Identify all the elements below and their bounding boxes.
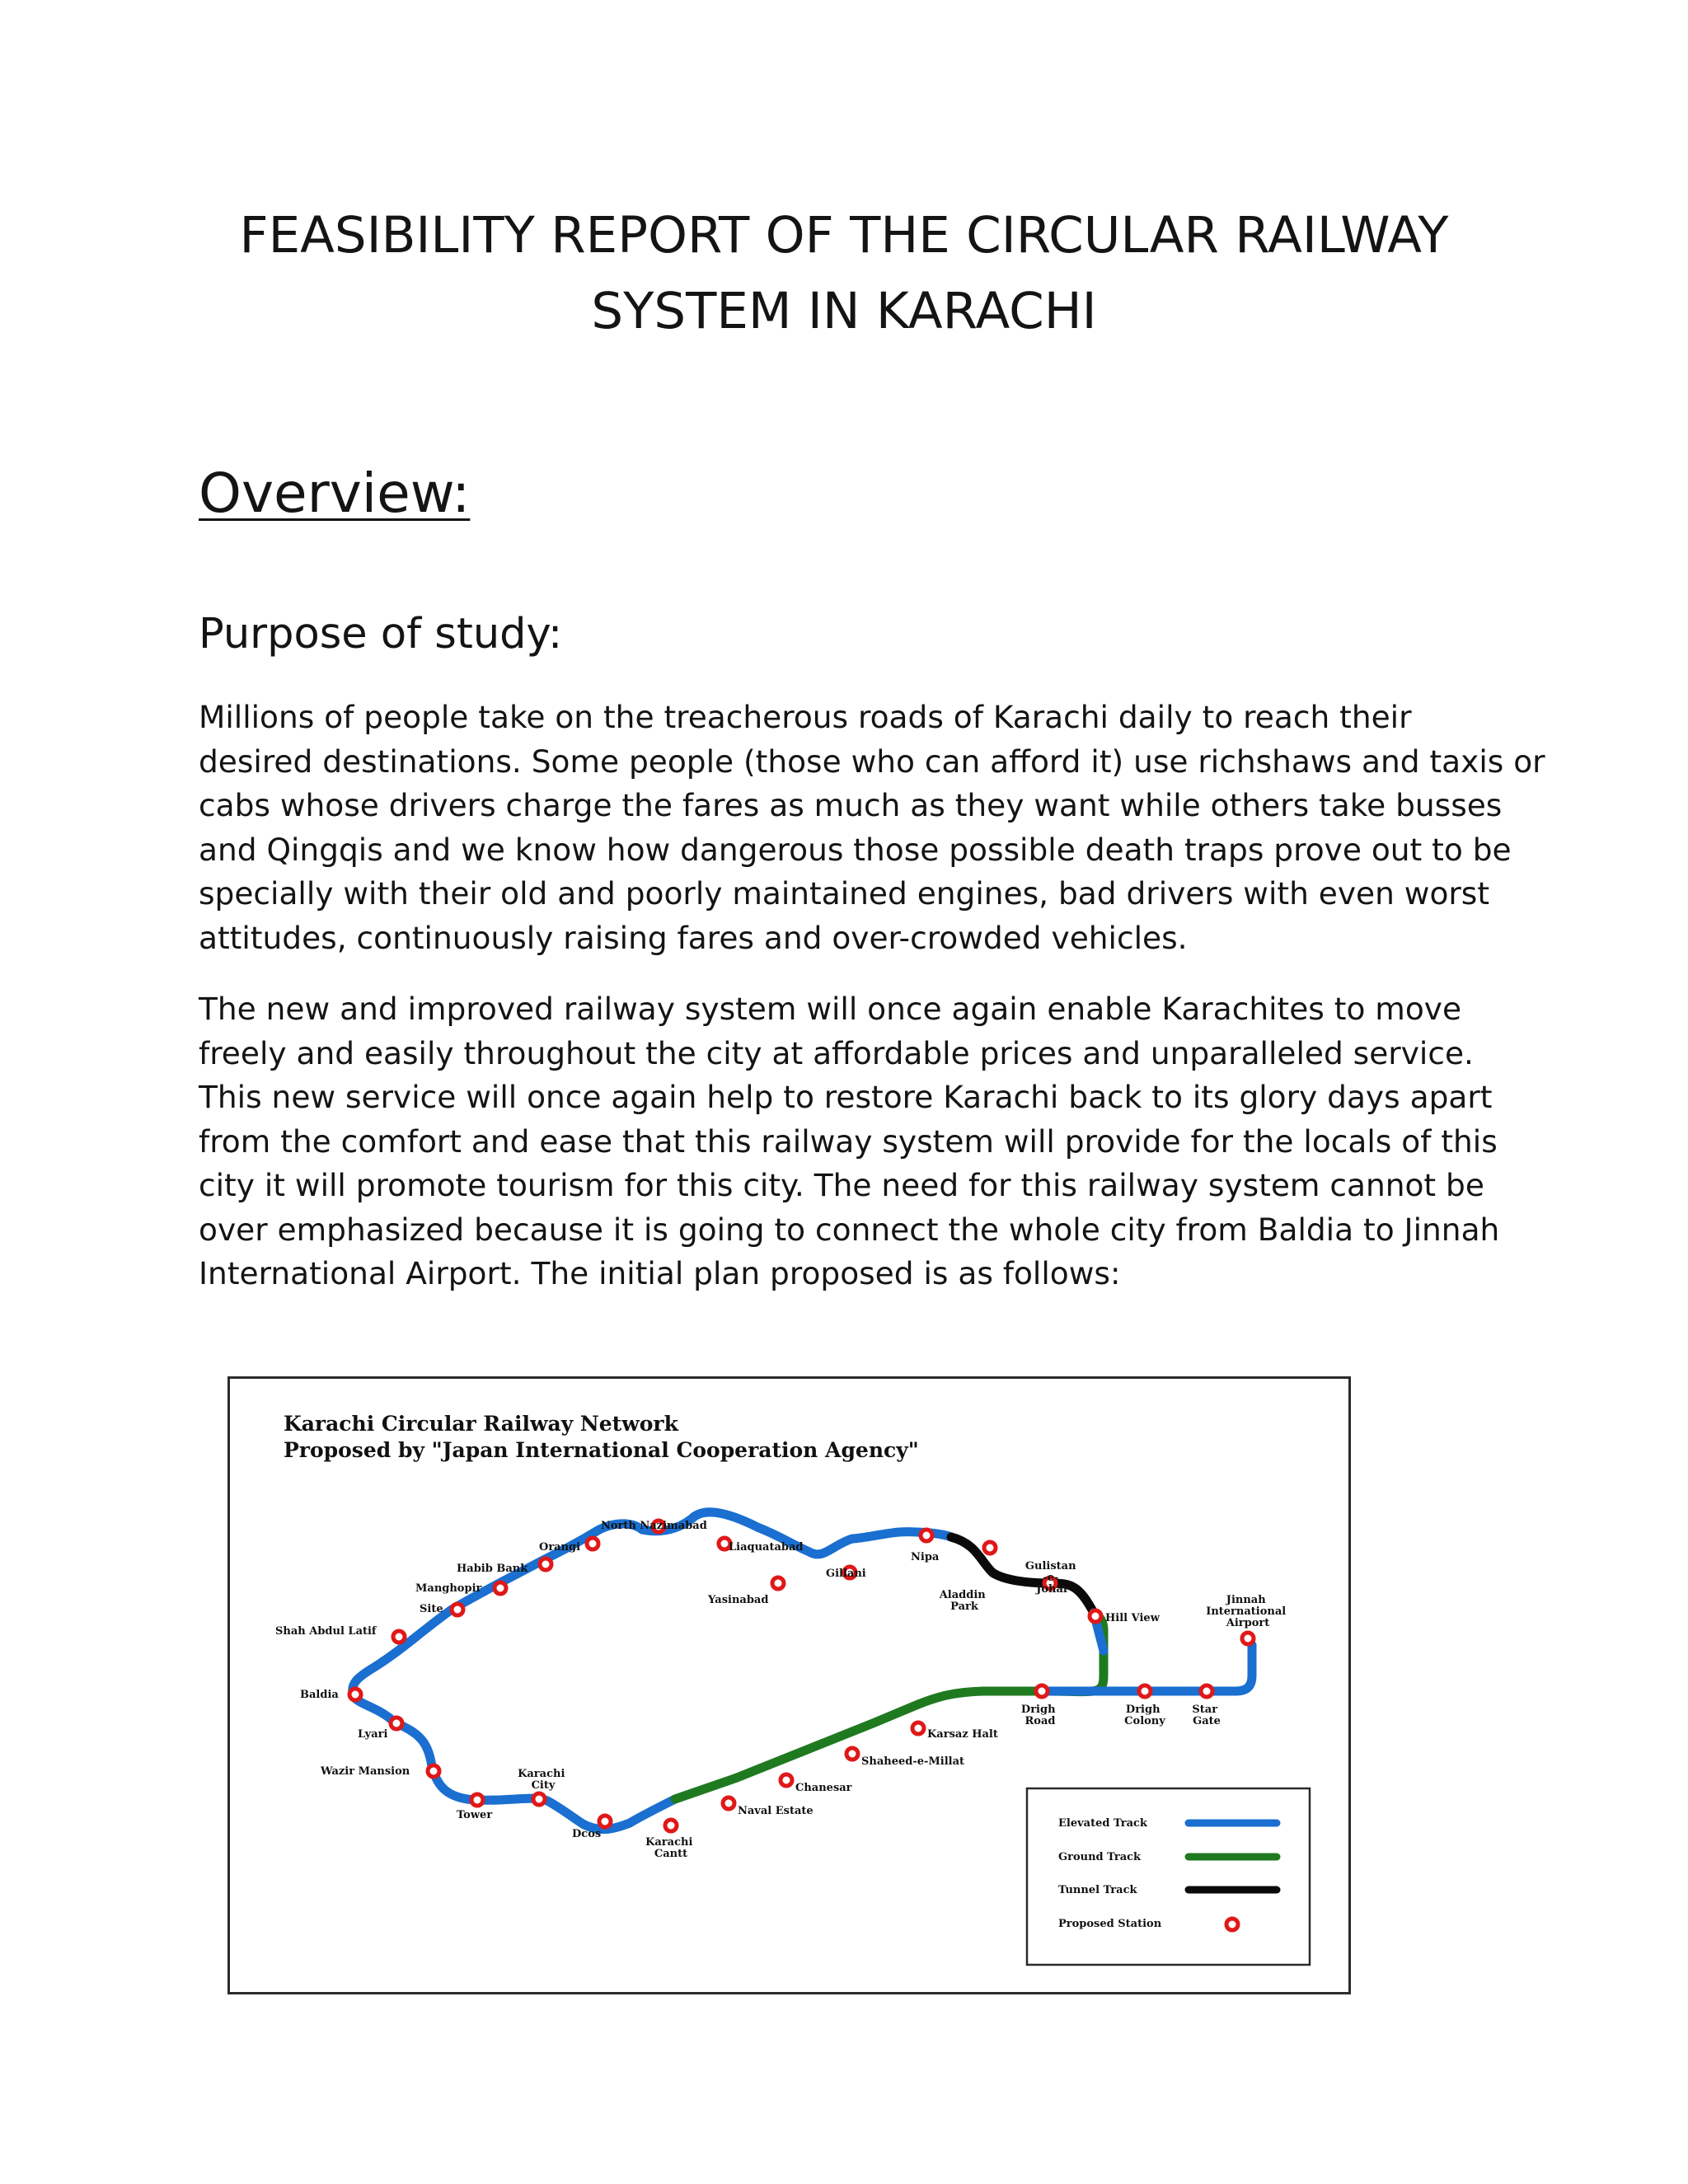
station-karachi-cantt — [665, 1820, 677, 1831]
station-tower — [471, 1794, 483, 1806]
label-gillani: Gillani — [826, 1568, 866, 1580]
map-subtitle: Proposed by "Japan International Cooperation Agency" — [284, 1438, 919, 1462]
elevated-track-east — [1046, 1613, 1252, 1691]
station-drigh-colony — [1139, 1685, 1151, 1697]
station-aladdin-park — [984, 1542, 996, 1554]
paragraph-line: desired destinations. Some people (those who can afford it) use richshaws and taxis or — [199, 743, 1545, 780]
label-manghopir: Manghopir — [415, 1582, 482, 1595]
title-line-2: SYSTEM IN KARACHI — [591, 282, 1097, 340]
label-wazir-mansion: Wazir Mansion — [321, 1765, 410, 1778]
label-drigh-road: Drigh Road — [1020, 1704, 1056, 1727]
station-site — [452, 1604, 463, 1615]
label-karachi-city: Karachi City — [518, 1768, 565, 1792]
label-baldia: Baldia — [300, 1689, 339, 1701]
map-title: Karachi Circular Railway Network — [284, 1412, 678, 1436]
label-site: Site — [420, 1603, 443, 1615]
label-lyari: Lyari — [358, 1728, 388, 1741]
station-drigh-road — [1036, 1685, 1048, 1697]
paragraph-line: from the comfort and ease that this railway system will provide for the locals of this — [199, 1122, 1498, 1160]
label-drigh-colony: Drigh Colony — [1124, 1704, 1165, 1727]
label-yasinabad: Yasinabad — [708, 1594, 769, 1606]
legend-station-label: Proposed Station — [1058, 1918, 1162, 1930]
station-wazir-mansion — [428, 1765, 439, 1777]
title-line-1: FEASIBILITY REPORT OF THE CIRCULAR RAILWAY — [239, 206, 1449, 265]
label-gulistan-e-johar: Gulistan -e- Johar — [1025, 1560, 1076, 1596]
station-star-gate — [1201, 1685, 1212, 1697]
elevated-track-north — [353, 1512, 951, 1830]
label-hill-view: Hill View — [1105, 1612, 1160, 1624]
station-orangi — [587, 1538, 598, 1549]
paragraph-plan — [199, 987, 1517, 1296]
legend-elevated-label: Elevated Track — [1058, 1817, 1147, 1830]
label-naval-estate: Naval Estate — [738, 1805, 814, 1817]
paragraph-line: Millions of people take on the treacherous roads of Karachi daily to reach their — [199, 699, 1412, 735]
paragraph-line: attitudes, continuously raising fares and over-crowded vehicles. — [199, 919, 1188, 956]
paragraph-line: and Qingqis and we know how dangerous those possible death traps prove out to be — [199, 831, 1512, 868]
label-star-gate: Star Gate — [1192, 1704, 1221, 1727]
station-dcos — [599, 1816, 611, 1827]
legend-tunnel-label: Tunnel Track — [1058, 1884, 1137, 1896]
station-nipa — [921, 1530, 932, 1541]
label-dcos: Dcos — [572, 1828, 602, 1840]
label-orangi: Orangi — [539, 1541, 581, 1554]
label-shaheed-e-millat: Shaheed-e-Millat — [861, 1755, 965, 1768]
paragraph-line: cabs whose drivers charge the fares as much as they want while others take busses — [199, 787, 1503, 823]
station-manghopir — [495, 1582, 506, 1594]
railway-network-map — [227, 1376, 1351, 1994]
map-legend — [1027, 1788, 1310, 1965]
paragraph-line: specially with their old and poorly maintained engines, bad drivers with even worst — [199, 875, 1490, 912]
overview-heading: Overview: — [199, 462, 471, 525]
label-tower: Tower — [457, 1809, 493, 1821]
label-nipa: Nipa — [911, 1551, 940, 1563]
map-svg — [230, 1379, 1348, 1992]
station-baldia — [349, 1689, 361, 1700]
station-yasinabad — [772, 1577, 784, 1589]
label-karachi-cantt: Karachi Cantt — [645, 1836, 693, 1860]
label-aladdin-park: Aladdin Park — [939, 1589, 986, 1613]
label-karsaz-halt: Karsaz Halt — [927, 1728, 998, 1741]
legend-ground-label: Ground Track — [1058, 1851, 1142, 1863]
paragraph-line: over emphasized because it is going to connect the whole city from Baldia to Jinnah — [199, 1211, 1500, 1248]
document-title — [198, 198, 1490, 349]
paragraph-line: This new service will once again help to restore Karachi back to its glory days apart — [199, 1079, 1493, 1115]
label-liaquatabad: Liaquatabad — [729, 1541, 804, 1554]
legend-station-swatch — [1226, 1919, 1238, 1930]
station-jinnah-airport — [1242, 1633, 1254, 1644]
station-hill-view — [1090, 1610, 1101, 1622]
paragraph-line: city it will promote tourism for this city. The need for this railway system cannot be — [199, 1167, 1484, 1203]
paragraph-line: freely and easily throughout the city at affordable prices and unparalleled service. — [199, 1034, 1474, 1071]
paragraph-line: The new and improved railway system will once again enable Karachites to move — [199, 991, 1462, 1027]
station-karsaz-halt — [912, 1722, 924, 1734]
station-naval-estate — [723, 1797, 734, 1809]
label-habib-bank: Habib Bank — [457, 1563, 528, 1575]
label-shah-abdul-latif: Shah Abdul Latif — [275, 1625, 377, 1638]
paragraph-line: International Airport. The initial plan proposed is as follows: — [199, 1255, 1121, 1291]
station-lyari — [391, 1718, 402, 1729]
label-chanesar: Chanesar — [795, 1782, 852, 1794]
label-jinnah-airport: Jinnah International Airport — [1206, 1594, 1287, 1629]
station-shah-abdul-latif — [393, 1631, 405, 1643]
station-shaheed-e-millat — [846, 1748, 858, 1760]
purpose-heading: Purpose of study: — [199, 610, 563, 658]
label-north-nazimabad: North Nazimabad — [601, 1520, 707, 1532]
station-karachi-city — [533, 1793, 545, 1805]
paragraph-purpose — [199, 696, 1545, 960]
station-habib-bank — [540, 1558, 551, 1570]
station-chanesar — [781, 1774, 792, 1786]
